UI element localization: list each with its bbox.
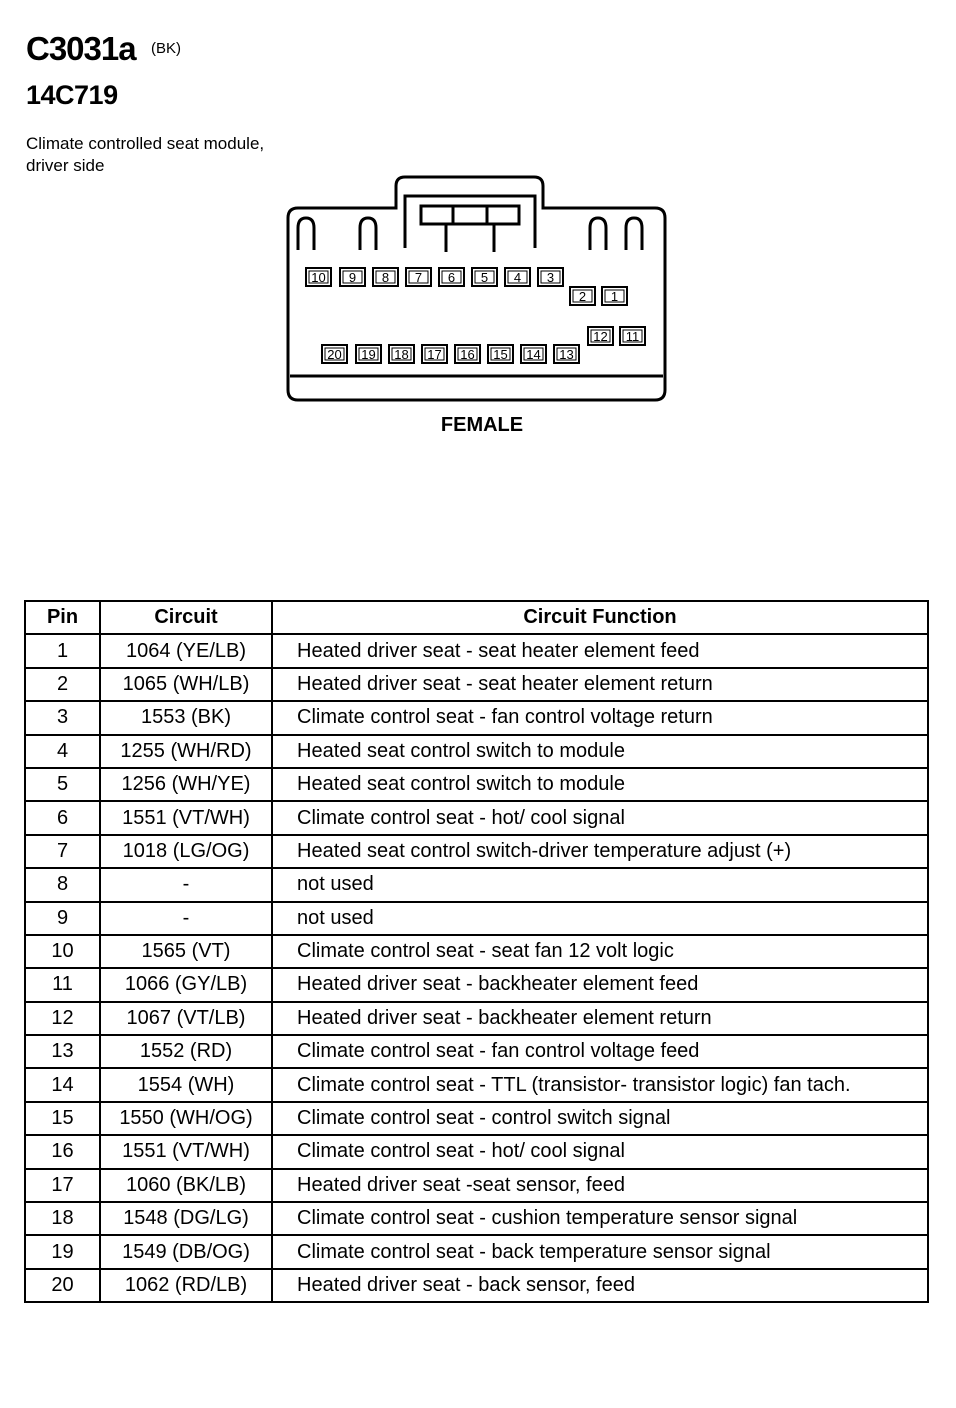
circuit-cell: 1255 (WH/RD) (100, 735, 272, 768)
pin-cavity (356, 345, 381, 363)
function-cell: Heated driver seat - seat heater element feed (272, 634, 928, 667)
pin-number-label: 3 (546, 270, 555, 285)
function-cell: Heated driver seat - seat heater element return (272, 668, 928, 701)
table-row (25, 968, 928, 1001)
pin-number-label: 16 (460, 347, 475, 362)
circuit-cell: 1060 (BK/LB) (100, 1169, 272, 1202)
pin-cell: 2 (25, 668, 100, 701)
pin-cell: 15 (25, 1102, 100, 1135)
pin-cavity (588, 327, 613, 345)
table-row (25, 1002, 928, 1035)
pin-cell: 18 (25, 1202, 100, 1235)
pin-number-label: 7 (414, 270, 423, 285)
pin-number-label: 19 (361, 347, 376, 362)
circuit-cell: 1552 (RD) (100, 1035, 272, 1068)
connector-face-diagram (0, 0, 956, 440)
description-line-1: Climate controlled seat module, (26, 134, 265, 153)
connector-color: (BK) (151, 40, 181, 57)
pin-cell: 3 (25, 701, 100, 734)
pin-cell: 10 (25, 935, 100, 968)
pin-cavity (602, 287, 627, 305)
pin-cavity (488, 345, 513, 363)
function-cell: Heated driver seat - back sensor, feed (272, 1269, 928, 1302)
pin-number-label: 13 (559, 347, 574, 362)
table-row (25, 668, 928, 701)
pin-cell: 7 (25, 835, 100, 868)
pin-cell: 20 (25, 1269, 100, 1302)
pin-cell: 8 (25, 868, 100, 901)
part-number: 14C719 (26, 80, 118, 110)
circuit-cell: 1065 (WH/LB) (100, 668, 272, 701)
function-cell: Climate control seat - control switch signal (272, 1102, 928, 1135)
function-cell: Heated driver seat - backheater element return (272, 1002, 928, 1035)
circuit-cell: - (100, 868, 272, 901)
pin-cell: 13 (25, 1035, 100, 1068)
pin-number-label: 8 (381, 270, 390, 285)
pin-cell: 14 (25, 1068, 100, 1101)
table-row (25, 868, 928, 901)
function-cell: Climate control seat - seat fan 12 volt logic (272, 935, 928, 968)
pin-cavity (340, 268, 365, 286)
connector-gender-label: FEMALE (440, 414, 524, 436)
table-row (25, 1135, 928, 1168)
table-row (25, 735, 928, 768)
connector-housing (288, 177, 665, 400)
circuit-cell: 1548 (DG/LG) (100, 1202, 272, 1235)
function-cell: Heated seat control switch-driver temperature adjust (+) (272, 835, 928, 868)
pin-number-label: 6 (447, 270, 456, 285)
function-cell: Heated driver seat -seat sensor, feed (272, 1169, 928, 1202)
pin-cavity (322, 345, 347, 363)
function-cell: Climate control seat - hot/ cool signal (272, 801, 928, 834)
circuit-cell: 1550 (WH/OG) (100, 1102, 272, 1135)
pin-number-label: 1 (610, 289, 619, 304)
circuit-cell: 1256 (WH/YE) (100, 768, 272, 801)
pin-cavity (406, 268, 431, 286)
pin-number-label: 2 (578, 289, 587, 304)
function-cell: Climate control seat - fan control voltage feed (272, 1035, 928, 1068)
circuit-cell: 1064 (YE/LB) (100, 634, 272, 667)
table-row (25, 1035, 928, 1068)
pin-cell: 4 (25, 735, 100, 768)
circuit-cell: 1018 (LG/OG) (100, 835, 272, 868)
pin-number-label: 14 (526, 347, 541, 362)
function-cell: Climate control seat - cushion temperature sensor signal (272, 1202, 928, 1235)
pin-cavities (306, 268, 645, 363)
table-row (25, 1068, 928, 1101)
pin-cavity (373, 268, 398, 286)
pin-number-label: 10 (311, 270, 326, 285)
circuit-cell: 1066 (GY/LB) (100, 968, 272, 1001)
function-cell: Heated seat control switch to module (272, 735, 928, 768)
pin-number-label: 12 (593, 329, 608, 344)
function-cell: Climate control seat - back temperature sensor signal (272, 1235, 928, 1268)
pin-cell: 17 (25, 1169, 100, 1202)
pin-cavity (306, 268, 331, 286)
circuit-cell: 1553 (BK) (100, 701, 272, 734)
table-header-row (25, 601, 928, 634)
pin-cavity (554, 345, 579, 363)
pin-cavity (521, 345, 546, 363)
pin-cavity (538, 268, 563, 286)
pin-cell: 19 (25, 1235, 100, 1268)
pinout-table-body (25, 634, 928, 1302)
function-cell: not used (272, 902, 928, 935)
table-row (25, 768, 928, 801)
pin-number-label: 11 (625, 329, 640, 344)
pin-number-label: 4 (513, 270, 522, 285)
circuit-cell: 1554 (WH) (100, 1068, 272, 1101)
circuit-cell: 1551 (VT/WH) (100, 1135, 272, 1168)
table-row (25, 835, 928, 868)
pinout-table (24, 600, 929, 1303)
pin-cavity (422, 345, 447, 363)
pin-cavity (439, 268, 464, 286)
table-row (25, 1102, 928, 1135)
table-row (25, 1235, 928, 1268)
pin-cell: 16 (25, 1135, 100, 1168)
pin-number-label: 15 (493, 347, 508, 362)
pin-cavity (505, 268, 530, 286)
pin-cell: 6 (25, 801, 100, 834)
pin-number-label: 5 (480, 270, 489, 285)
pin-cell: 5 (25, 768, 100, 801)
table-row (25, 935, 928, 968)
pin-cell: 1 (25, 634, 100, 667)
function-cell: not used (272, 868, 928, 901)
pin-cell: 9 (25, 902, 100, 935)
pin-cell: 11 (25, 968, 100, 1001)
pin-number-label: 9 (348, 270, 357, 285)
table-row (25, 1269, 928, 1302)
header-circuit-function: Circuit Function (272, 601, 928, 634)
header-circuit: Circuit (100, 601, 272, 634)
function-cell: Heated seat control switch to module (272, 768, 928, 801)
connector-latch (405, 196, 535, 248)
function-cell: Heated driver seat - backheater element feed (272, 968, 928, 1001)
pin-number-label: 20 (327, 347, 342, 362)
table-row (25, 634, 928, 667)
pin-cell: 12 (25, 1002, 100, 1035)
table-row (25, 1202, 928, 1235)
description-line-2: driver side (26, 156, 105, 175)
circuit-cell: 1565 (VT) (100, 935, 272, 968)
circuit-cell: 1551 (VT/WH) (100, 801, 272, 834)
function-cell: Climate control seat - hot/ cool signal (272, 1135, 928, 1168)
connector-id-text: C3031a (26, 30, 136, 67)
function-cell: Climate control seat - TTL (transistor- transistor logic) fan tach. (272, 1068, 928, 1101)
circuit-cell: 1549 (DB/OG) (100, 1235, 272, 1268)
pin-cavity (620, 327, 645, 345)
circuit-cell: - (100, 902, 272, 935)
table-row (25, 801, 928, 834)
table-row (25, 701, 928, 734)
pin-cavity (455, 345, 480, 363)
table-row (25, 1169, 928, 1202)
circuit-cell: 1067 (VT/LB) (100, 1002, 272, 1035)
pin-cavity (570, 287, 595, 305)
header-pin: Pin (25, 601, 100, 634)
table-row (25, 902, 928, 935)
pin-cavity (389, 345, 414, 363)
pin-number-label: 18 (394, 347, 409, 362)
circuit-cell: 1062 (RD/LB) (100, 1269, 272, 1302)
pin-cavity (472, 268, 497, 286)
function-cell: Climate control seat - fan control voltage return (272, 701, 928, 734)
pin-number-label: 17 (427, 347, 442, 362)
